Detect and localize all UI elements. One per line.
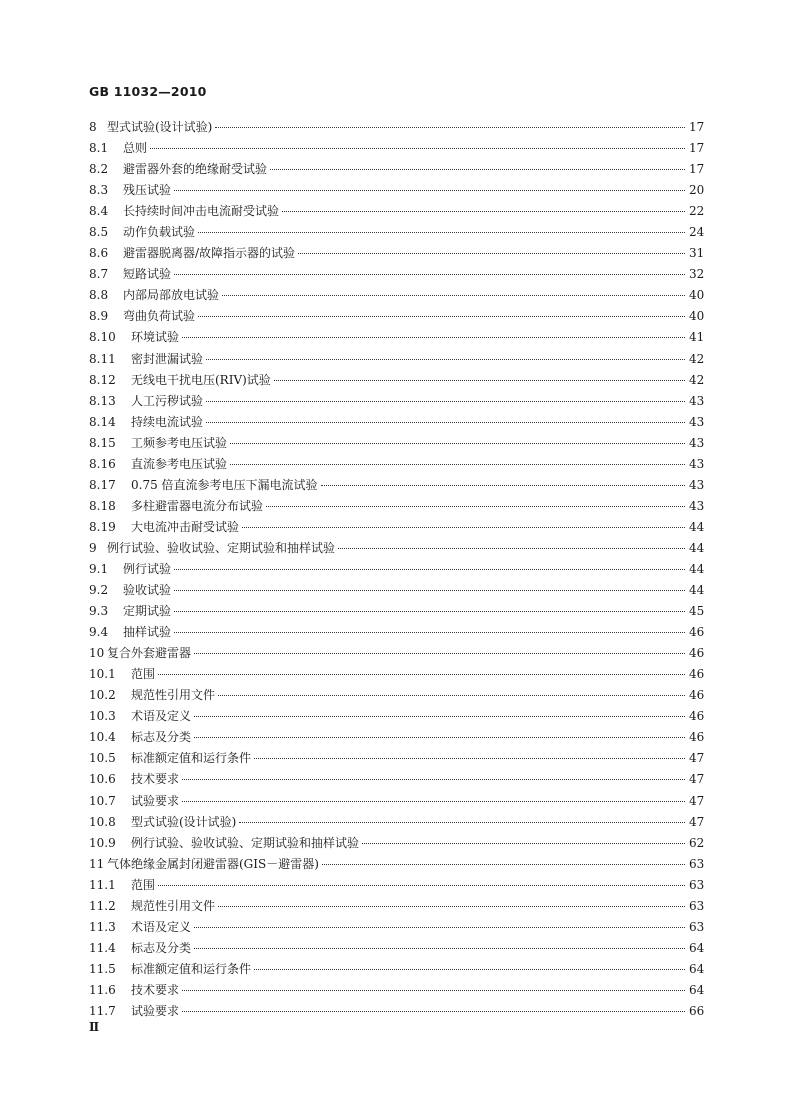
dot-leader [174,632,685,633]
toc-entry-page: 63 [689,877,705,892]
toc-entry-number: 11.2 [89,898,116,913]
toc-entry[interactable] [89,792,704,813]
toc-entry-page: 17 [689,141,705,156]
toc-entry[interactable] [89,413,704,434]
toc-entry-title: 复合外套避雷器 [107,646,192,661]
toc-entry-title: 残压试验 [123,183,172,198]
toc-entry-number: 11.5 [89,961,116,976]
dot-leader [362,843,685,844]
toc-entry-title: 例行试验、验收试验、定期试验和抽样试验 [107,540,336,555]
toc-entry-number: 9 [89,540,97,555]
toc-entry-title: 环境试验 [131,330,180,345]
toc-entry-page: 43 [689,435,705,450]
toc-entry-title: 总则 [123,141,148,156]
toc-entry-title: 术语及定义 [131,709,192,724]
dot-leader [194,948,685,949]
toc-entry-page: 20 [689,183,705,198]
toc-entry-page: 24 [689,225,705,240]
toc-entry-page: 62 [689,835,705,850]
dot-leader [174,611,685,612]
toc-entry-page: 46 [689,730,705,745]
toc-entry-number: 8.5 [89,225,109,240]
toc-entry-page: 46 [689,688,705,703]
dot-leader [182,801,685,802]
toc-entry[interactable] [89,350,704,371]
toc-entry-number: 8.17 [89,477,116,492]
toc-entry-title: 多柱避雷器电流分布试验 [131,498,264,513]
toc-entry-title: 例行试验 [123,561,172,576]
dot-leader [194,737,685,738]
toc-entry-number: 8.2 [89,162,109,177]
toc-entry-title: 规范性引用文件 [131,688,216,703]
toc-entry-number: 11.4 [89,940,116,955]
toc-entry-title: 抽样试验 [123,625,172,640]
toc-entry-title: 标志及分类 [131,730,192,745]
toc-entry[interactable] [89,371,704,392]
dot-leader [174,569,685,570]
toc-entry-page: 64 [689,961,705,976]
toc-entry[interactable] [89,560,704,581]
toc-entry-title: 标准额定值和运行条件 [131,751,252,766]
toc-entry-page: 44 [689,540,705,555]
toc-entry-page: 40 [689,309,705,324]
toc-entry[interactable] [89,834,704,855]
dot-leader [322,864,685,865]
dot-leader [218,906,685,907]
dot-leader [298,253,685,254]
toc-entry-page: 17 [689,120,705,134]
toc-entry[interactable] [89,181,704,202]
dot-leader [174,590,685,591]
toc-entry[interactable] [89,307,704,328]
toc-entry[interactable] [89,539,704,560]
dot-leader [182,337,685,338]
toc-entry-number: 9.1 [89,561,109,576]
toc-entry[interactable] [89,202,704,223]
toc-entry-title: 避雷器外套的绝缘耐受试验 [123,162,268,177]
toc-entry[interactable] [89,118,704,139]
toc-entry-number: 8.18 [89,498,116,513]
toc-entry-page: 43 [689,498,705,513]
dot-leader [206,401,685,402]
toc-entry-number: 9.4 [89,625,109,640]
toc-entry-number: 11.3 [89,919,116,934]
dot-leader [218,695,685,696]
toc-entry[interactable] [89,728,704,749]
toc-entry-title: 验收试验 [123,583,172,598]
dot-leader [254,969,685,970]
toc-entry-number: 8.16 [89,456,116,471]
toc-entry-title: 大电流冲击耐受试验 [131,519,240,534]
dot-leader [242,527,685,528]
dot-leader [198,232,685,233]
toc-entry-title: 气体绝缘金属封闭避雷器(GIS－避雷器) [107,856,319,871]
toc-entry-number: 8.13 [89,393,116,408]
toc-entry[interactable] [89,286,704,307]
toc-entry-number: 8.9 [89,309,109,324]
toc-entry-page: 44 [689,561,705,576]
toc-entry[interactable] [89,139,704,160]
toc-entry-title: 0.75 倍直流参考电压下漏电流试验 [131,477,318,492]
dot-leader [282,211,685,212]
table-of-contents [89,118,704,1023]
toc-entry[interactable] [89,939,704,960]
toc-entry-number: 10.9 [89,835,116,850]
toc-entry-title: 技术要求 [131,772,180,787]
dot-leader [274,380,685,381]
dot-leader [222,295,685,296]
toc-entry-title: 标准额定值和运行条件 [131,961,252,976]
toc-entry[interactable] [89,749,704,770]
toc-entry-number: 11.7 [89,1003,116,1018]
toc-entry-page: 42 [689,351,705,366]
toc-entry-title: 工频参考电压试验 [131,435,228,450]
toc-entry-page: 46 [689,709,705,724]
toc-entry[interactable] [89,623,704,644]
toc-entry-number: 10.1 [89,667,116,682]
dot-leader [254,758,685,759]
toc-entry-page: 22 [689,204,705,219]
toc-entry[interactable] [89,686,704,707]
toc-entry[interactable] [89,960,704,981]
toc-entry-title: 范围 [131,667,156,682]
toc-entry-number: 8.12 [89,372,116,387]
toc-entry-number: 8.10 [89,330,116,345]
dot-leader [239,822,685,823]
toc-entry-title: 直流参考电压试验 [131,456,228,471]
dot-leader [174,190,685,191]
dot-leader [206,359,685,360]
toc-entry-title: 试验要求 [131,1003,180,1018]
toc-entry[interactable] [89,455,704,476]
toc-entry-title: 标志及分类 [131,940,192,955]
dot-leader [266,506,685,507]
toc-entry-page: 63 [689,898,705,913]
toc-entry[interactable] [89,223,704,244]
toc-entry[interactable] [89,392,704,413]
toc-entry[interactable] [89,581,704,602]
toc-entry[interactable] [89,876,704,897]
toc-entry-page: 17 [689,162,705,177]
toc-entry-page: 64 [689,940,705,955]
toc-entry[interactable] [89,1002,704,1023]
dot-leader [182,779,685,780]
toc-entry-page: 46 [689,646,705,661]
toc-entry[interactable] [89,770,704,791]
toc-entry-number: 8 [89,120,97,134]
toc-entry-page: 47 [689,814,705,829]
toc-entry-title: 内部局部放电试验 [123,288,220,303]
toc-entry-page: 45 [689,604,705,619]
toc-entry-page: 32 [689,267,705,282]
toc-entry-page: 66 [689,1003,705,1018]
toc-entry-number: 9.3 [89,604,109,619]
toc-entry[interactable] [89,602,704,623]
toc-entry-page: 40 [689,288,705,303]
toc-entry-number: 8.1 [89,141,109,156]
toc-entry-number: 8.14 [89,414,116,429]
dot-leader [230,443,685,444]
dot-leader [194,716,685,717]
dot-leader [150,148,685,149]
toc-entry-title: 定期试验 [123,604,172,619]
dot-leader [270,169,685,170]
toc-entry-title: 弯曲负荷试验 [123,309,196,324]
dot-leader [198,316,685,317]
page-number: Ⅱ [89,1020,100,1034]
toc-entry[interactable] [89,476,704,497]
dot-leader [206,422,685,423]
toc-entry-page: 43 [689,477,705,492]
toc-entry-page: 43 [689,414,705,429]
toc-entry[interactable] [89,160,704,181]
toc-entry-page: 64 [689,982,705,997]
toc-entry-title: 动作负载试验 [123,225,196,240]
toc-entry-page: 43 [689,393,705,408]
dot-leader [158,885,685,886]
toc-entry[interactable] [89,813,704,834]
toc-entry-page: 46 [689,667,705,682]
toc-entry[interactable] [89,644,704,665]
toc-entry[interactable] [89,665,704,686]
toc-entry-number: 8.11 [89,351,116,366]
toc-entry-number: 10.8 [89,814,116,829]
toc-entry-page: 31 [689,246,705,261]
toc-entry-title: 型式试验(设计试验) [107,120,213,134]
toc-entry-number: 10 [89,646,105,661]
toc-entry-number: 8.6 [89,246,109,261]
toc-entry-number: 11.6 [89,982,116,997]
toc-entry[interactable] [89,497,704,518]
toc-entry-title: 术语及定义 [131,919,192,934]
toc-entry-title: 范围 [131,877,156,892]
toc-entry[interactable] [89,981,704,1002]
toc-entry-title: 规范性引用文件 [131,898,216,913]
toc-entry-page: 47 [689,772,705,787]
dot-leader [174,274,685,275]
toc-entry-number: 10.2 [89,688,116,703]
toc-entry-title: 避雷器脱离器/故障指示器的试验 [123,246,296,261]
toc-entry-title: 人工污秽试验 [131,393,204,408]
toc-entry[interactable] [89,518,704,539]
toc-entry-page: 47 [689,793,705,808]
toc-entry-number: 8.4 [89,204,109,219]
toc-entry-number: 10.7 [89,793,116,808]
dot-leader [230,464,685,465]
toc-entry-number: 10.6 [89,772,116,787]
toc-entry-title: 持续电流试验 [131,414,204,429]
toc-entry-title: 长持续时间冲击电流耐受试验 [123,204,280,219]
toc-entry-page: 43 [689,456,705,471]
toc-entry-page: 63 [689,856,705,871]
toc-entry-number: 9.2 [89,583,109,598]
toc-entry-title: 例行试验、验收试验、定期试验和抽样试验 [131,835,360,850]
toc-entry-page: 44 [689,583,705,598]
toc-entry-page: 47 [689,751,705,766]
dot-leader [215,127,685,128]
toc-entry-title: 无线电干扰电压(RIV)试验 [131,372,271,387]
toc-entry[interactable] [89,434,704,455]
toc-entry[interactable] [89,328,704,349]
toc-entry-title: 短路试验 [123,267,172,282]
toc-entry-number: 8.8 [89,288,109,303]
dot-leader [182,990,685,991]
toc-entry-page: 46 [689,625,705,640]
toc-entry[interactable] [89,897,704,918]
dot-leader [338,548,685,549]
toc-entry-number: 11 [89,856,105,871]
toc-entry-title: 密封泄漏试验 [131,351,204,366]
toc-entry-page: 42 [689,372,705,387]
toc-entry-page: 63 [689,919,705,934]
toc-entry-number: 10.4 [89,730,116,745]
toc-entry-number: 10.5 [89,751,116,766]
toc-entry[interactable] [89,265,704,286]
dot-leader [158,674,685,675]
toc-entry-number: 8.19 [89,519,116,534]
toc-entry[interactable] [89,244,704,265]
toc-entry-number: 8.3 [89,183,109,198]
toc-entry-title: 型式试验(设计试验) [131,814,237,829]
dot-leader [321,485,685,486]
toc-entry[interactable] [89,707,704,728]
toc-entry-title: 试验要求 [131,793,180,808]
toc-entry[interactable] [89,855,704,876]
toc-entry-number: 8.7 [89,267,109,282]
toc-entry[interactable] [89,918,704,939]
document-id: GB 11032—2010 [89,84,207,99]
dot-leader [194,927,685,928]
toc-entry-number: 11.1 [89,877,116,892]
toc-entry-number: 10.3 [89,709,116,724]
toc-entry-title: 技术要求 [131,982,180,997]
toc-entry-page: 44 [689,519,705,534]
toc-entry-page: 41 [689,330,705,345]
dot-leader [194,653,685,654]
toc-entry-number: 8.15 [89,435,116,450]
dot-leader [182,1011,685,1012]
